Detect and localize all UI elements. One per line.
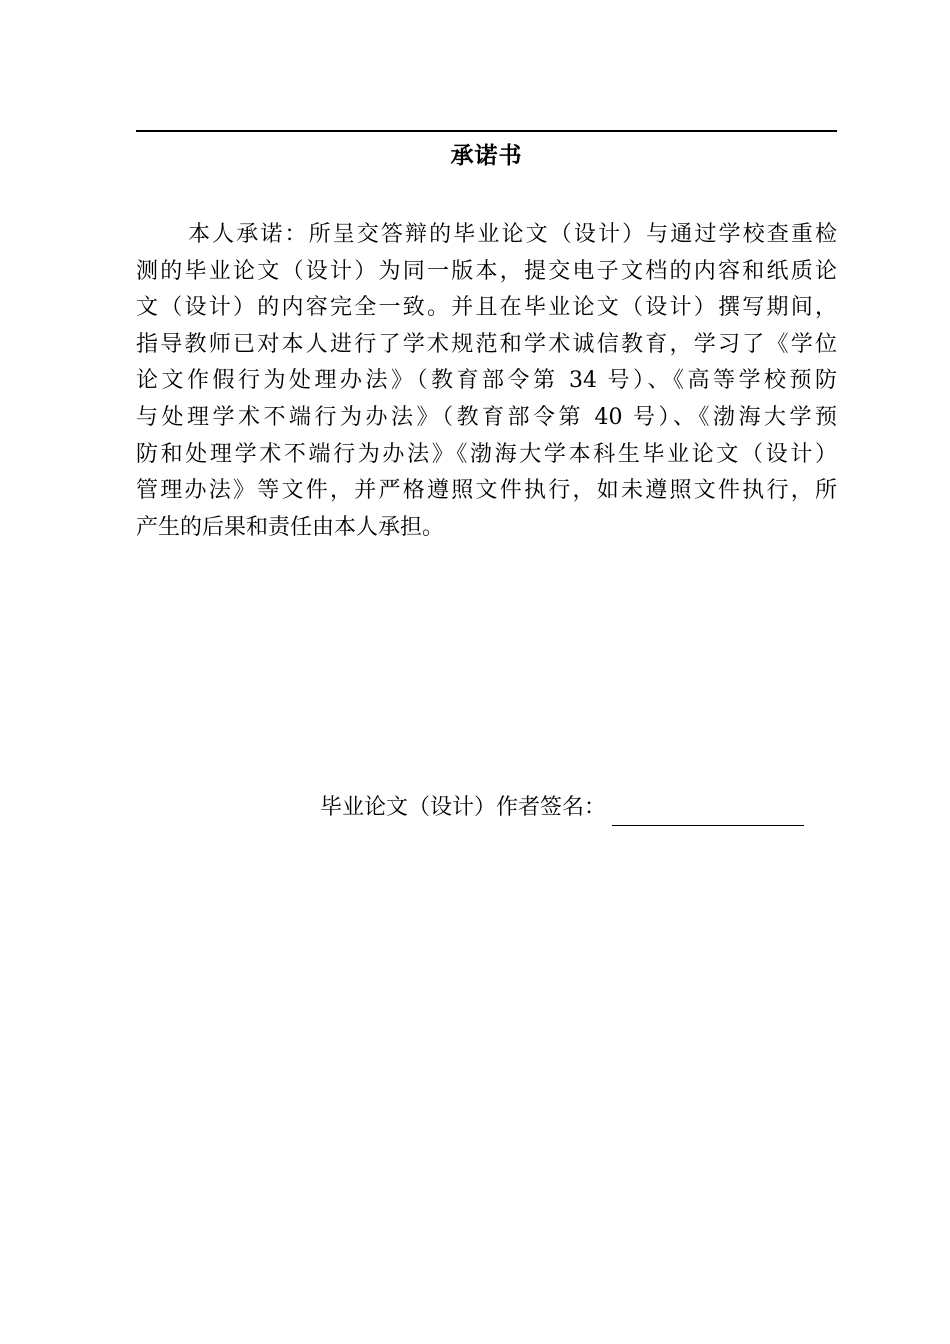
paragraph-line: 测的毕业论文（设计）为同一版本，提交电子文档的内容和纸质论 xyxy=(136,258,837,284)
paragraph-line: 指导教师已对本人进行了学术规范和学术诚信教育，学习了《学位 xyxy=(136,331,837,357)
paragraph-line: 本人承诺：所呈交答辩的毕业论文（设计）与通过学校查重检 xyxy=(188,222,837,247)
paragraph-line: 文（设计）的内容完全一致。并且在毕业论文（设计）撰写期间， xyxy=(136,295,837,321)
document-title: 承诺书 xyxy=(450,143,523,169)
paragraph-line: 论文作假行为处理办法》（教育部令第 34 号）、《高等学校预防 xyxy=(136,368,837,394)
pledge-paragraph xyxy=(136,217,837,546)
signature-line[interactable] xyxy=(612,797,804,826)
signature-label: 毕业论文（设计）作者签名： xyxy=(320,795,607,820)
signature-block xyxy=(320,790,804,826)
paragraph-line: 与处理学术不端行为办法》（教育部令第 40 号）、《渤海大学预 xyxy=(136,404,837,430)
paragraph-line: 产生的后果和责任由本人承担。 xyxy=(136,514,445,540)
paragraph-line: 管理办法》等文件，并严格遵照文件执行，如未遵照文件执行，所 xyxy=(136,478,837,504)
top-horizontal-rule xyxy=(136,130,837,132)
paragraph-line: 防和处理学术不端行为办法》《渤海大学本科生毕业论文（设计） xyxy=(136,441,837,467)
